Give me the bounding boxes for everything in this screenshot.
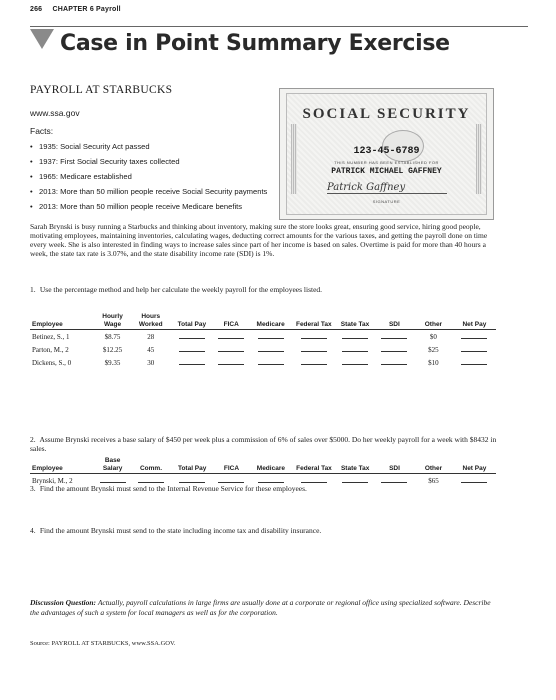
column-header: State Tax — [335, 312, 374, 330]
intro-paragraph: Sarah Brynski is busy running a Starbucks and thinking about inventory, making sure the store looks great, ensuring good service, hiring good people, motivating employees, maintaining inventories, calculating wages, deducting correct amounts for the various taxes, and getting the payroll done on time every week. She is also interested in finding ways to increase sales since part of her income is based on sales. Overtime is paid for more than 40 hours a week, the state tax rate is 3.07%, and the state disability income rate (SDI) is 1%. — [30, 222, 488, 258]
column-header: Medicare — [249, 456, 292, 474]
payroll-table-hourly — [30, 312, 496, 369]
fact-item: • 1937: First Social Security taxes collected — [30, 157, 270, 167]
question-number: 2. — [30, 435, 36, 444]
answer-blank[interactable] — [258, 358, 284, 365]
column-header: Other — [414, 312, 453, 330]
column-header: Base Salary — [94, 456, 131, 474]
column-header: Federal Tax — [292, 312, 335, 330]
fact-item: • 2013: More than 50 million people receive Social Security payments — [30, 187, 270, 197]
column-header: Hourly Wage — [94, 312, 131, 330]
employee-cell: Brynski, M., 2 — [32, 477, 73, 485]
answer-blank[interactable] — [461, 358, 487, 365]
question-4 — [30, 526, 500, 535]
card-pillar-right — [476, 124, 482, 194]
answer-blank[interactable] — [179, 476, 205, 483]
answer-blank[interactable] — [179, 358, 205, 365]
answer-blank[interactable] — [381, 476, 407, 483]
answer-blank[interactable] — [461, 332, 487, 339]
employee-cell: Dickens, S., 0 — [32, 359, 72, 367]
answer-blank[interactable] — [461, 345, 487, 352]
answer-blank[interactable] — [301, 358, 327, 365]
other-cell: $0 — [429, 333, 437, 341]
discussion-label: Discussion Question: — [30, 598, 97, 607]
answer-blank[interactable] — [258, 332, 284, 339]
facts-label: Facts: — [30, 126, 54, 136]
source-line: Source: PAYROLL AT STARBUCKS, www.SSA.GOV. — [30, 640, 176, 647]
page-number: 266 — [30, 6, 43, 13]
answer-blank[interactable] — [218, 332, 244, 339]
column-header: Employee — [30, 312, 94, 330]
question-number: 1. — [30, 285, 36, 294]
fact-item: • 1965: Medicare established — [30, 172, 270, 182]
answer-blank[interactable] — [218, 345, 244, 352]
other-cell: $10 — [428, 359, 439, 367]
answer-blank[interactable] — [258, 345, 284, 352]
hours-cell: 45 — [147, 346, 155, 354]
answer-blank[interactable] — [179, 345, 205, 352]
answer-blank[interactable] — [381, 345, 407, 352]
column-header: Total Pay — [170, 312, 213, 330]
column-header: Other — [414, 456, 453, 474]
answer-blank[interactable] — [301, 345, 327, 352]
fact-item: • 1935: Social Security Act passed — [30, 142, 270, 152]
column-header: FICA — [214, 456, 250, 474]
payroll-table-salary — [30, 456, 496, 487]
discussion-text: Actually, payroll calculations in large firms are usually done at a corporate or regional office using specialized software. Describe the advantages of such a system for local managers as well as for the corporation. — [30, 598, 491, 617]
card-signature-label: SIGNATURE — [372, 199, 401, 204]
hours-cell: 28 — [147, 333, 155, 341]
page-title: Case in Point Summary Exercise — [60, 31, 450, 56]
answer-blank[interactable] — [258, 476, 284, 483]
answer-blank[interactable] — [461, 476, 487, 483]
answer-blank[interactable] — [381, 358, 407, 365]
column-header: Comm. — [131, 456, 170, 474]
table-row — [30, 343, 496, 356]
fact-item: • 2013: More than 50 million people receive Medicare benefits — [30, 202, 270, 212]
employee-cell: Betinez, S., 1 — [32, 333, 70, 341]
question-text: Find the amount Brynski must send to the state including income tax and disability insurance. — [39, 526, 322, 535]
column-header: SDI — [375, 312, 414, 330]
wage-cell: $9.35 — [104, 359, 121, 367]
answer-blank[interactable] — [342, 476, 368, 483]
question-2 — [30, 435, 500, 453]
answer-blank[interactable] — [179, 332, 205, 339]
question-text: Use the percentage method and help her calculate the weekly payroll for the employees listed. — [39, 285, 323, 294]
answer-blank[interactable] — [138, 476, 164, 483]
question-3 — [30, 484, 500, 493]
website-link: www.ssa.gov — [30, 108, 80, 118]
column-header: Federal Tax — [292, 456, 335, 474]
hours-cell: 30 — [147, 359, 155, 367]
wage-cell: $12.25 — [102, 346, 123, 354]
wage-cell: $8.75 — [104, 333, 121, 341]
social-security-card-image — [279, 88, 494, 220]
card-established-line: THIS NUMBER HAS BEEN ESTABLISHED FOR — [334, 160, 439, 165]
answer-blank[interactable] — [100, 476, 126, 483]
column-header: State Tax — [336, 456, 375, 474]
answer-blank[interactable] — [301, 476, 327, 483]
table-row — [30, 356, 496, 369]
answer-blank[interactable] — [218, 476, 244, 483]
answer-blank[interactable] — [342, 345, 368, 352]
column-header: Medicare — [249, 312, 292, 330]
column-header: FICA — [213, 312, 249, 330]
question-number: 3. — [30, 484, 36, 493]
answer-blank[interactable] — [301, 332, 327, 339]
chevron-icon — [30, 29, 54, 49]
answer-blank[interactable] — [342, 332, 368, 339]
facts-list — [30, 142, 270, 217]
question-text: Assume Brynski receives a base salary of $450 per week plus a commission of 6% of sales over $5000. Do her weekly payroll for a week with $8432 in sales. — [30, 435, 497, 453]
question-text: Find the amount Brynski must send to the Internal Revenue Service for these employees. — [39, 484, 307, 493]
employee-cell: Parton, M., 2 — [32, 346, 69, 354]
question-1 — [30, 285, 500, 294]
question-number: 4. — [30, 526, 36, 535]
table-row — [30, 330, 496, 344]
other-cell: $65 — [428, 477, 439, 485]
column-header: Employee — [30, 456, 94, 474]
other-cell: $25 — [428, 346, 439, 354]
answer-blank[interactable] — [218, 358, 244, 365]
card-number: 123-45-6789 — [353, 146, 420, 157]
card-name: PATRICK MICHAEL GAFFNEY — [331, 167, 442, 176]
discussion-question — [30, 598, 500, 618]
answer-blank[interactable] — [342, 358, 368, 365]
title-bar — [30, 26, 528, 61]
column-header: Hours Worked — [131, 312, 170, 330]
section-title: PAYROLL AT STARBUCKS — [30, 84, 173, 96]
column-header: Net Pay — [453, 456, 496, 474]
answer-blank[interactable] — [381, 332, 407, 339]
running-head — [30, 6, 121, 13]
column-header: SDI — [375, 456, 414, 474]
card-heading: SOCIAL SECURITY — [302, 106, 471, 122]
card-signature: Patrick Gaffney — [327, 182, 447, 194]
card-pillar-left — [291, 124, 297, 194]
column-header: Total Pay — [171, 456, 214, 474]
column-header: Net Pay — [453, 312, 496, 330]
chapter-label: CHAPTER 6 Payroll — [52, 6, 121, 13]
